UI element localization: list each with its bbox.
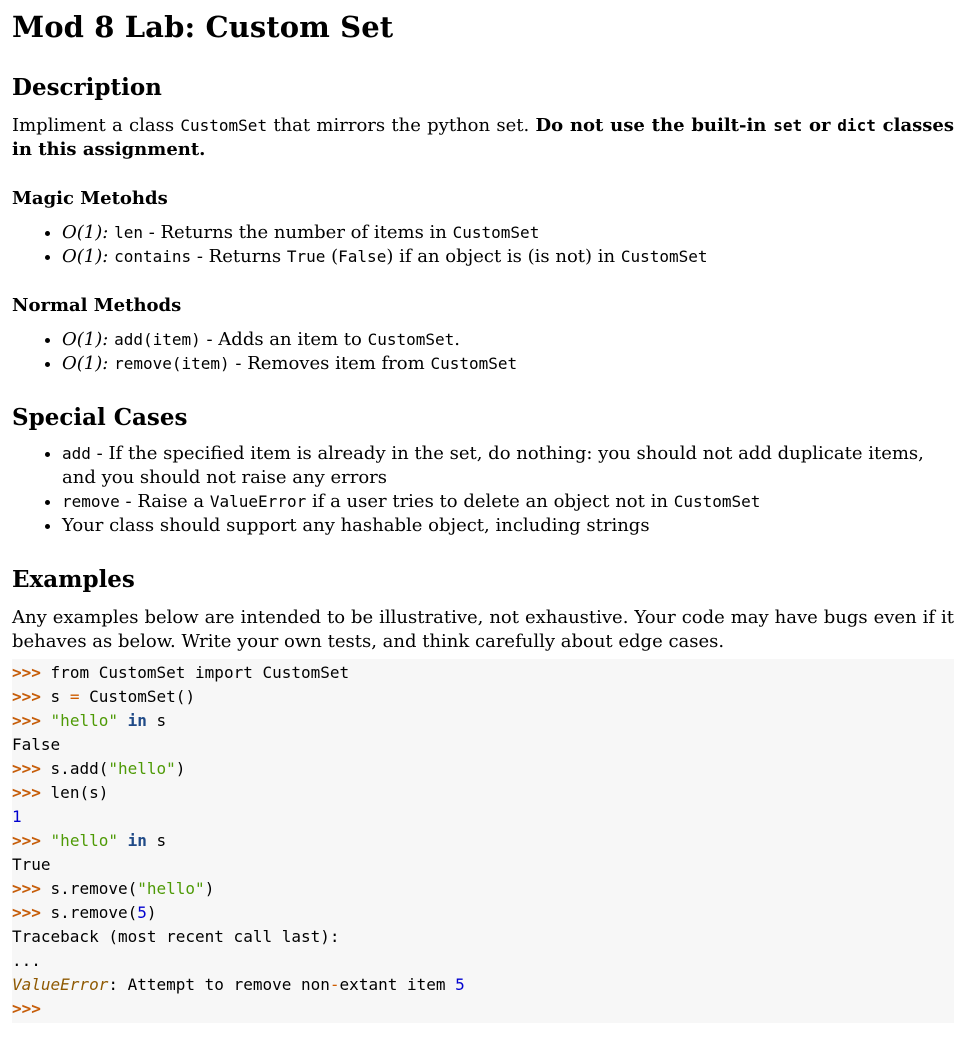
code-line: >>> <box>12 999 41 1018</box>
list-item: • O(1): remove(item) - Removes item from CustomSet <box>62 352 954 376</box>
special-cases-heading: Special Cases <box>12 404 188 431</box>
special-cases-list <box>12 442 954 538</box>
code-line: >>> s = CustomSet() <box>12 687 196 706</box>
code-line: >>> from CustomSet import CustomSet <box>12 663 350 682</box>
magic-methods-list <box>12 221 954 269</box>
code-line: False <box>12 735 61 754</box>
normal-methods-list <box>12 328 954 376</box>
code-line: >>> s.remove("hello") <box>12 879 215 898</box>
code-line: ValueError: Attempt to remove non-extant item 5 <box>12 975 465 994</box>
examples-heading: Examples <box>12 566 135 593</box>
code-line: >>> len(s) <box>12 783 109 802</box>
list-item: • add - If the specified item is already in the set, do nothing: you should not add duplicate items, and you should not raise any errors <box>62 442 954 490</box>
list-item: • O(1): contains - Returns True (False) if an object is (is not) in CustomSet <box>62 245 954 269</box>
description-text: Impliment a class CustomSet that mirrors the python set. Do not use the built-in set or dict classes in this assignment. <box>12 115 954 160</box>
list-item: • O(1): add(item) - Adds an item to CustomSet. <box>62 328 954 352</box>
examples-intro: Any examples below are intended to be illustrative, not exhaustive. Your code may have bugs even if it behaves as below. Write your own tests, and think carefully about edge cases. <box>12 607 954 652</box>
code-example <box>12 659 954 1023</box>
code-line: >>> "hello" in s <box>12 831 167 850</box>
list-item: • Your class should support any hashable object, including strings <box>62 514 954 538</box>
list-item: • remove - Raise a ValueError if a user tries to delete an object not in CustomSet <box>62 490 954 514</box>
description-heading: Description <box>12 74 162 101</box>
code-line: 1 <box>12 807 22 826</box>
code-line: >>> s.remove(5) <box>12 903 157 922</box>
code-line: ... <box>12 951 41 970</box>
code-line: >>> "hello" in s <box>12 711 167 730</box>
magic-methods-heading: Magic Metohds <box>12 188 168 209</box>
page-title: Mod 8 Lab: Custom Set <box>12 10 394 44</box>
normal-methods-heading: Normal Methods <box>12 295 182 316</box>
code-line: Traceback (most recent call last): <box>12 927 340 946</box>
document <box>0 10 966 1023</box>
list-item: • O(1): len - Returns the number of items in CustomSet <box>62 221 954 245</box>
code-line: >>> s.add("hello") <box>12 759 186 778</box>
code-line: True <box>12 855 51 874</box>
